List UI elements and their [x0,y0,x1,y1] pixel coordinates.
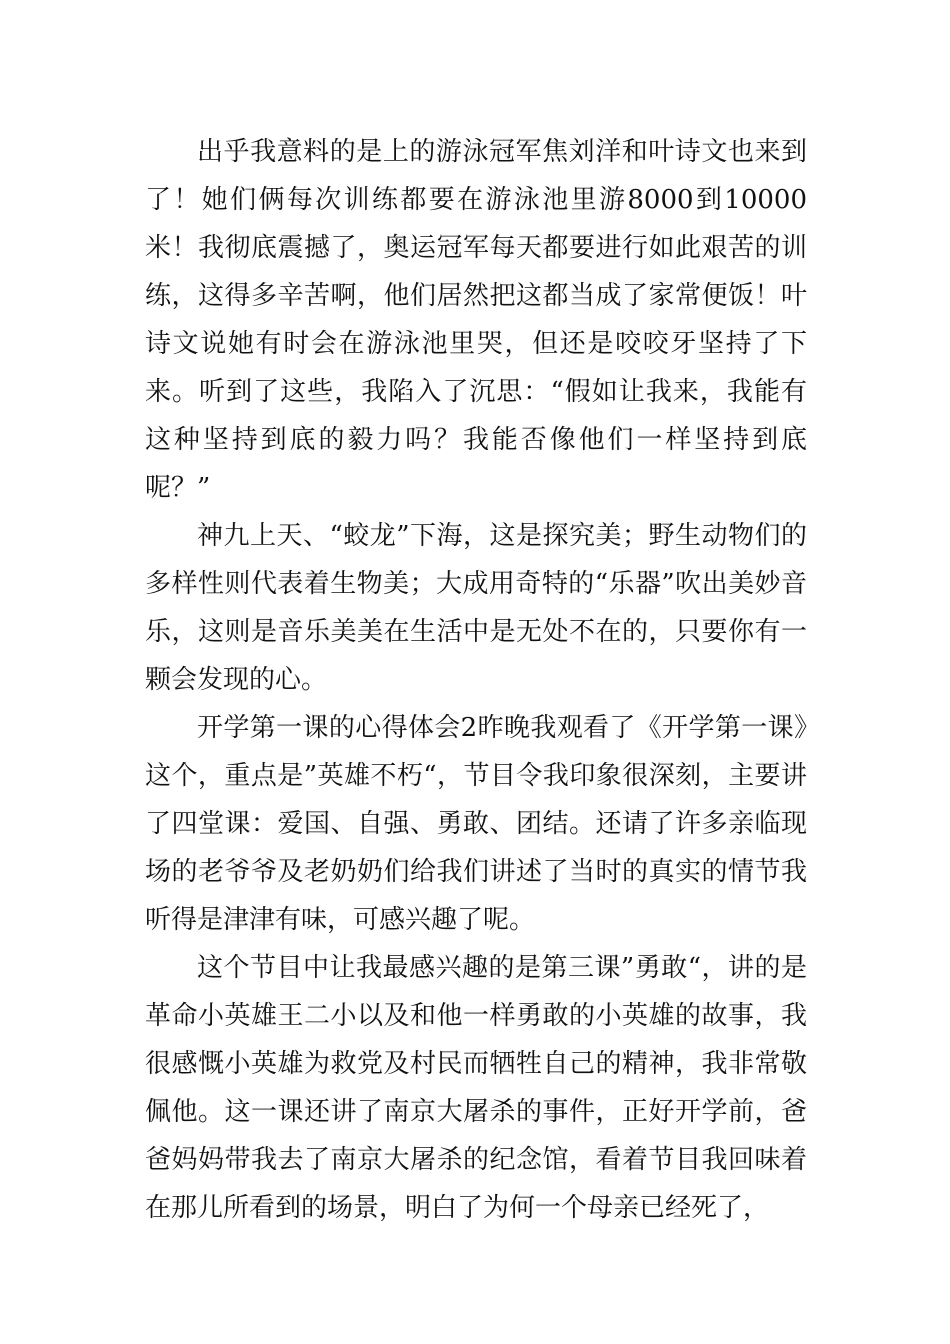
paragraph-2: 神九上天、“蛟龙”下海，这是探究美；野生动物们的多样性则代表着生物美；大成用奇特的“乐器”吹出美妙音乐，这则是音乐美美在生活中是无处不在的，只要你有一颗会发现的心。 [145,521,807,695]
paragraph-4: 这个节目中让我最感兴趣的是第三课”勇敢“，讲的是革命小英雄王二小以及和他一样勇敢的小英雄的故事，我很感慨小英雄为救党及村民而牺牲自己的精神，我非常敬佩他。这一课还讲了南京大屠杀的事件，正好开学前，爸爸妈妈带我去了南京大屠杀的纪念馆，看着节目我回味着在那儿所看到的场景，明白了为何一个母亲已经死了， [145,953,807,1223]
document-body [145,128,807,1232]
paragraph-3: 开学第一课的心得体会2昨晚我观看了《开学第一课》这个，重点是”英雄不朽“，节目令我印象很深刻，主要讲了四堂课：爱国、自强、勇敢、团结。还请了许多亲临现场的老爷爷及老奶奶们给我们讲述了当时的真实的情节我听得是津津有味，可感兴趣了呢。 [145,713,807,935]
paragraph-1: 出乎我意料的是上的游泳冠军焦刘洋和叶诗文也来到了！她们俩每次训练都要在游泳池里游8000到10000米！我彻底震撼了，奥运冠军每天都要进行如此艰苦的训练，这得多辛苦啊，他们居然把这都当成了家常便饭！叶诗文说她有时会在游泳池里哭，但还是咬咬牙坚持了下来。听到了这些，我陷入了沉思：“假如让我来，我能有这种坚持到底的毅力吗？我能否像他们一样坚持到底呢？” [145,137,807,503]
